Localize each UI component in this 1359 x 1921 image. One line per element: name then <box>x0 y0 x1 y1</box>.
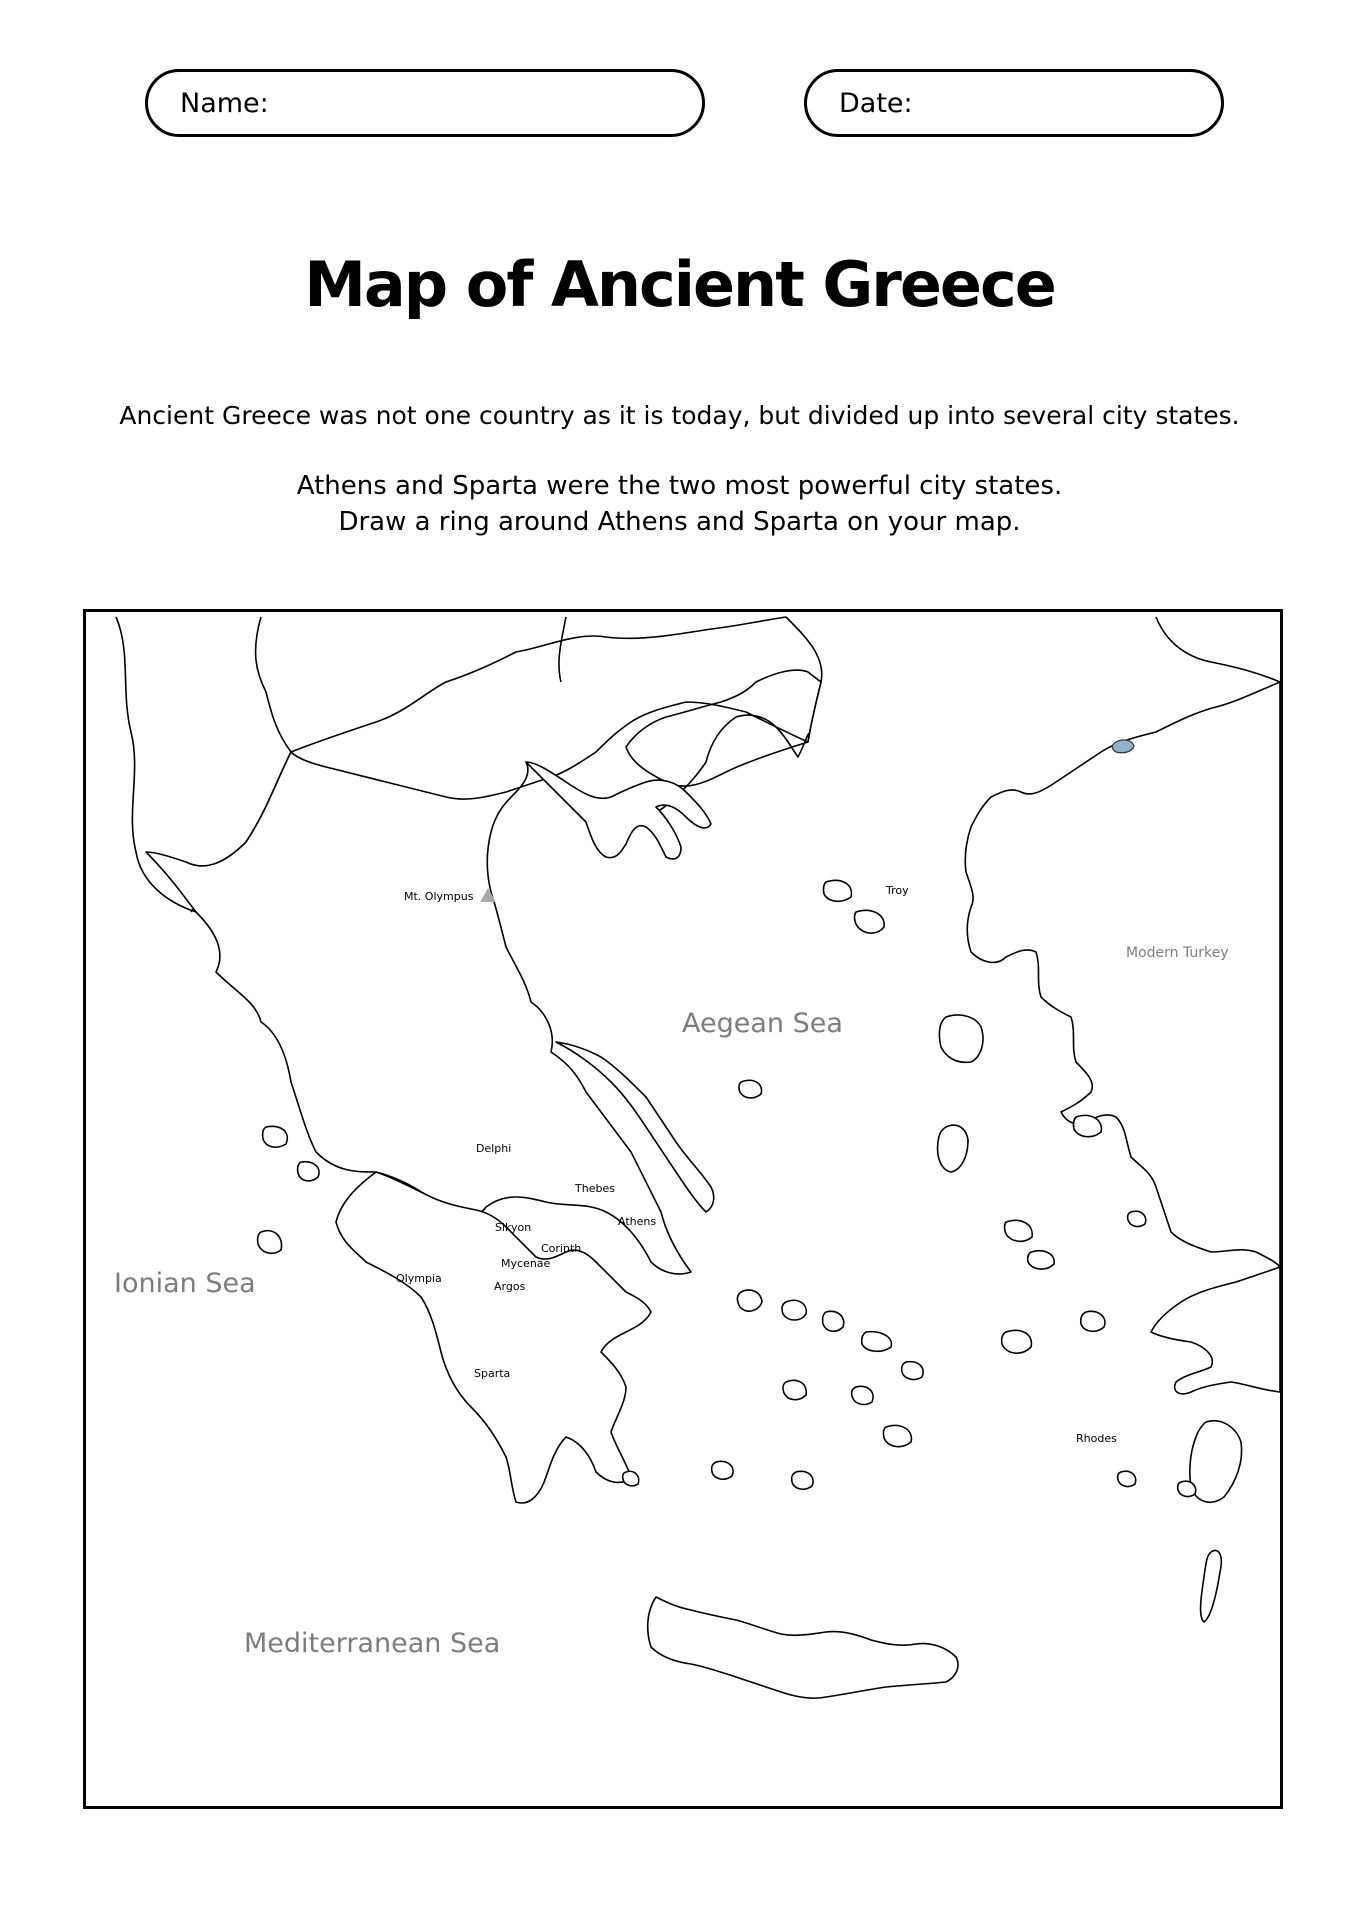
island <box>792 1471 813 1489</box>
intro-text: Ancient Greece was not one country as it is today, but divided up into several city states. <box>119 401 1240 430</box>
island <box>623 1471 639 1486</box>
border-line <box>1156 617 1280 682</box>
city-label-olympia: Olympia <box>396 1272 442 1285</box>
turkey-coast <box>965 682 1280 1267</box>
city-label-thebes: Thebes <box>575 1182 615 1195</box>
island <box>1081 1311 1105 1331</box>
region-label-turkey: Modern Turkey <box>1126 945 1229 961</box>
city-label-delphi: Delphi <box>476 1142 512 1155</box>
island <box>902 1362 923 1380</box>
island <box>1128 1211 1146 1226</box>
city-label-troy: Troy <box>886 884 909 897</box>
island <box>823 880 851 901</box>
island <box>1201 1550 1222 1622</box>
page-title: Map of Ancient Greece <box>304 248 1055 321</box>
border-line <box>291 617 786 752</box>
city-label-sparta: Sparta <box>474 1367 511 1380</box>
city-label-argos: Argos <box>494 1280 526 1293</box>
island <box>783 1380 806 1399</box>
island <box>782 1300 806 1320</box>
date-label: Date: <box>839 88 913 119</box>
name-label: Name: <box>180 88 269 119</box>
island <box>1118 1471 1136 1486</box>
island <box>739 1080 762 1098</box>
border-line <box>559 617 566 682</box>
crete <box>648 1597 958 1698</box>
name-field[interactable] <box>145 69 705 137</box>
peloponnese <box>336 1172 651 1503</box>
island <box>263 1126 288 1147</box>
city-label-athens: Athens <box>618 1215 657 1228</box>
rhodes <box>1190 1421 1242 1503</box>
city-label-rhodes: Rhodes <box>1076 1432 1117 1445</box>
mountain-label: Mt. Olympus <box>404 890 474 903</box>
island <box>1073 1115 1101 1136</box>
lake <box>1112 740 1134 753</box>
sea-label-ionian: Ionian Sea <box>114 1268 256 1299</box>
sea-label-mediterranean: Mediterranean Sea <box>244 1628 501 1659</box>
island <box>855 910 885 933</box>
greece-map <box>86 612 1280 1806</box>
island <box>862 1332 892 1352</box>
island <box>298 1162 319 1181</box>
island <box>1028 1251 1055 1269</box>
island <box>852 1386 873 1404</box>
border-line <box>256 617 291 752</box>
date-field[interactable] <box>804 69 1224 137</box>
lesbos <box>939 1015 983 1062</box>
city-label-mycenae: Mycenae <box>501 1257 551 1270</box>
island <box>1005 1220 1033 1241</box>
chios <box>938 1125 968 1172</box>
sea-label-aegean: Aegean Sea <box>682 1008 843 1039</box>
mainland-greece <box>146 670 821 1274</box>
island <box>823 1311 844 1331</box>
city-label-corinth: Corinth <box>541 1242 582 1255</box>
city-label-sikyon: Sikyon <box>495 1221 532 1234</box>
instruction-text-2: Draw a ring around Athens and Sparta on your map. <box>338 507 1021 537</box>
island <box>712 1461 733 1479</box>
island <box>258 1231 282 1254</box>
island <box>737 1290 762 1311</box>
island <box>883 1425 911 1446</box>
turkey-south-coast <box>1151 1267 1280 1394</box>
island <box>1178 1481 1196 1496</box>
map-frame <box>83 609 1283 1809</box>
island <box>1002 1330 1032 1353</box>
instruction-text-1: Athens and Sparta were the two most powerful city states. <box>296 471 1063 501</box>
